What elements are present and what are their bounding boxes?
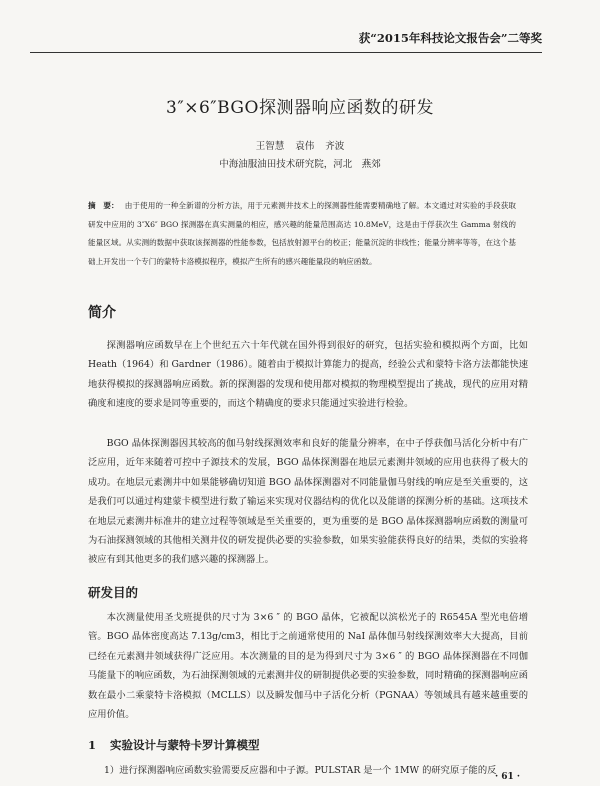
page-number: · 61 ·	[494, 772, 520, 782]
section-heading-1	[88, 737, 274, 753]
abstract	[88, 197, 516, 271]
section-number: 1	[88, 738, 97, 752]
abstract-text: 由于使用的一种全新谱的分析方法，用于元素测井技术上的探测器性能需要精确地了解。本文通过对实验的手段获取研发中应用的 3″X6″ BGO 探测器在真实测量的相应，感兴趣的能量范围高达 10.8MeV，这是由于俘获次生 Gamma 射线的能量区域。从实测的数据中获取该探测器的性能参数，包括放射源平台的校正；能量沉淀的非线性；能量分辨率等等，在这个基础上开发出一个专门的蒙特卡洛模拟程序，模拟产生所有的感兴趣能量段的响应函数。	[88, 201, 517, 266]
author-name: 齐波	[325, 141, 345, 152]
affiliation: 中海油服油田技术研究院，河北 燕郊	[219, 159, 381, 170]
section-heading-purpose: 研发目的	[88, 585, 139, 600]
paper-title: 3″×6″BGO探测器响应函数的研发	[166, 98, 434, 118]
running-header: 获“2015年科技论文报告会”二等奖	[30, 30, 542, 53]
abstract-label: 摘 要：	[88, 201, 119, 210]
section-heading-intro: 简介	[88, 305, 116, 321]
purpose-paragraph: 本次测量使用圣戈班提供的尺寸为 3×6 ″ 的 BGO 晶体，它被配以滨松光子的 R6545A 型光电倍增管。BGO 晶体密度高达 7.13g/cm3，相比于之前通常使用的 NaI 晶体伽马射线探测效率大大提高，目前已经在元素测井领域获得广泛应用。本次测量的目的是为得到尺寸为 3×6 ″ 的 BGO 晶体探测器在不同伽马能量下的响应函数，为石油探测领域的元素测井仪的研制提供必要的实验参数，同时精确的探测器响应函数在最小二乘蒙特卡洛模拟（MCLLS）以及瞬发伽马中子活化分析（PGNAA）等领域具有越来越重要的应用价值。	[88, 612, 528, 721]
author-name: 袁伟	[295, 141, 315, 152]
intro-paragraph-2: BGO 晶体探测器因其较高的伽马射线探测效率和良好的能量分辨率，在中子俘获伽马活化分析中有广泛应用，近年来随着可控中子源技术的发展，BGO 晶体探测器在地层元素测井领域的应用也获得了极大的成功。在地层元素测井中如果能够确切知道 BGO 晶体探测器对不同能量伽马射线的响应是至关重要的，这是我们可以通过构建蒙卡模型进行数了输运来实现对仪器结构的优化以及能谱的探测分析的基础。这项技术在地层元素测井标准井的建立过程等领域是至关重要的，更为重要的是 BGO 晶体探测器响应函数的测量可为石油探测领域的其他相关测井仪的研发提供必要的实验参数，如果实验能获得良好的结果，类似的实验将被应有到其他更多的我们感兴趣的探测器上。	[88, 438, 528, 566]
section-title: 实验设计与蒙特卡罗计算模型	[110, 738, 260, 752]
author-name: 王智慧	[255, 141, 285, 152]
section-1-first-line: 1）进行探测器响应函数实验需要反应器和中子源。PULSTAR 是一个 1MW 的研究原子能的反	[104, 765, 497, 776]
intro-paragraph-1: 探测器响应函数早在上个世纪五六十年代就在国外得到很好的研究，包括实验和模拟两个方面，比如 Heath（1964）和 Gardner（1986）。随着由于模拟计算能力的提高，经验公式和蒙特卡洛方法都能快速地获得模拟的探测器响应函数。新的探测器的发现和使用都对模拟的物理模型提出了挑战，现代的应用对精确度和速度的要求是同等重要的，而这个精确度的要求只能通过实验进行检验。	[88, 340, 528, 410]
author-list	[0, 138, 600, 152]
